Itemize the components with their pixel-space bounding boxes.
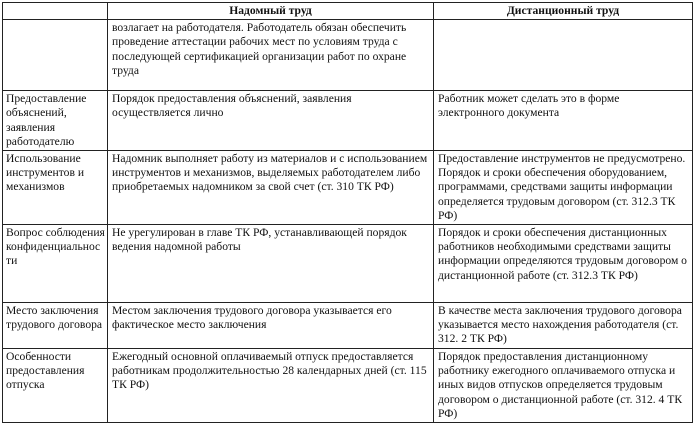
table-row (3, 349, 693, 423)
home-work-cell: Порядок предоставления объяснений, заявления осуществляется лично (108, 91, 434, 151)
header-criterion (3, 3, 108, 20)
home-work-cell: Надомник выполняет работу из материалов и с использованием инструментов и механизмов, выделяемых работодателем либо приобретаемых надомником за свой счет (ст. 310 ТК РФ) (108, 151, 434, 225)
home-work-cell: Местом заключения трудового договора указывается его фактическое место заключения (108, 303, 434, 349)
row-label: Место заключения трудового договора (3, 303, 108, 349)
table-row (3, 151, 693, 225)
home-work-cell: Ежегодный основной оплачиваемый отпуск предоставляется работникам продолжительностью 28 календарных дней (ст. 115 ТК РФ) (108, 349, 434, 423)
home-work-cell: возлагает на работодателя. Работодатель обязан обеспечить проведение аттестации рабочих мест по условиям труда с последующей сертификацией организации работ по охране труда (108, 20, 434, 91)
remote-work-cell: Предоставление инструментов не предусмотрено. Порядок и сроки обеспечения оборудованием, программами, средствами защиты информации определяется трудовым договором (ст. 312.3 ТК РФ) (434, 151, 693, 225)
header-home-work: Надомный труд (108, 3, 434, 20)
table-row (3, 91, 693, 151)
remote-work-cell (434, 20, 693, 91)
comparison-table (2, 2, 693, 423)
table-row (3, 20, 693, 91)
header-remote-work: Дистанционный труд (434, 3, 693, 20)
remote-work-cell: В качестве места заключения трудового договора указывается место нахождения работодателя (ст. 312. 2 ТК РФ) (434, 303, 693, 349)
home-work-cell: Не урегулирован в главе ТК РФ, устанавливающей порядок ведения надомной работы (108, 225, 434, 303)
remote-work-cell: Порядок и сроки обеспечения дистанционных работников необходимыми средствами защиты информации определяются трудовым договором о дистанционной работе (ст. 312.3 ТК РФ) (434, 225, 693, 303)
header-row (3, 3, 693, 20)
row-label: Предоставление объяснений, заявления работодателю (3, 91, 108, 151)
row-label: Вопрос соблюдения конфиденциальности (3, 225, 108, 303)
table-row (3, 303, 693, 349)
row-label (3, 20, 108, 91)
remote-work-cell: Работник может сделать это в форме электронного документа (434, 91, 693, 151)
row-label: Использование инструментов и механизмов (3, 151, 108, 225)
table-row (3, 225, 693, 303)
row-label: Особенности предоставления отпуска (3, 349, 108, 423)
remote-work-cell: Порядок предоставления дистанционному работнику ежегодного оплачиваемого отпуска и иных видов отпусков определяется трудовым договором о дистанционной работе (ст. 312. 4 ТК РФ) (434, 349, 693, 423)
